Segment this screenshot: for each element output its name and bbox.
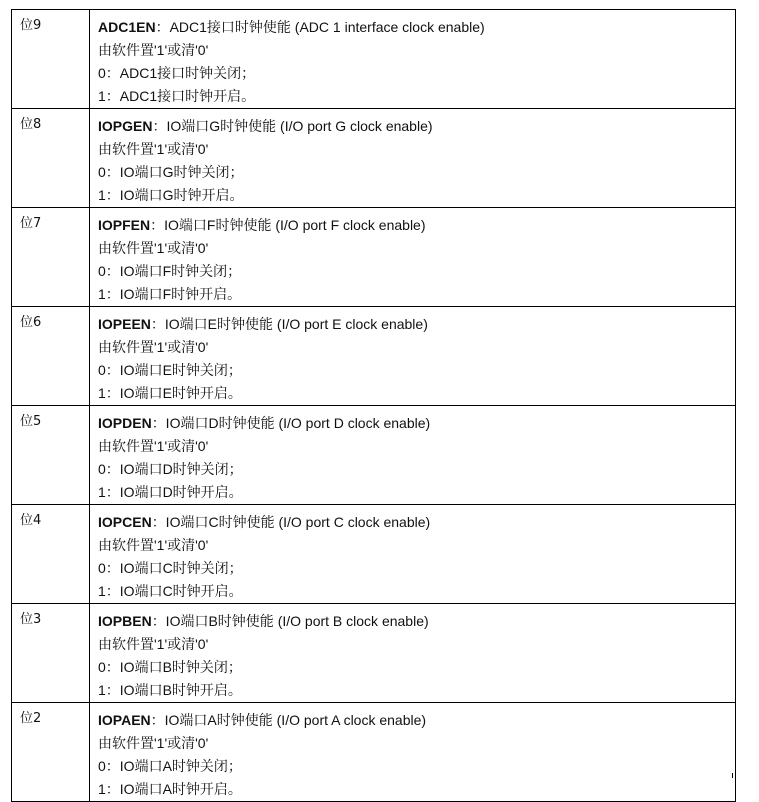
value-0-desc: 0：IO端口G时钟关闭； <box>98 164 244 180</box>
table-row <box>12 505 736 604</box>
field-title: ：IO端口C时钟使能 (I/O port C clock enable) <box>151 514 431 530</box>
field-name: IOPFEN <box>98 217 151 233</box>
field-title: ：IO端口F时钟使能 (I/O port F clock enable) <box>150 217 426 233</box>
software-note: 由软件置'1'或清'0' <box>98 735 209 751</box>
value-1-desc: 1：IO端口F时钟开启。 <box>98 286 242 302</box>
description-cell <box>90 109 736 208</box>
value-1-desc: 1：ADC1接口时钟开启。 <box>98 88 256 104</box>
value-1-desc: 1：IO端口D时钟开启。 <box>98 484 243 500</box>
table-row <box>12 406 736 505</box>
bit-cell <box>12 208 90 307</box>
table-row <box>12 208 736 307</box>
register-bit-table <box>11 9 736 802</box>
software-note: 由软件置'1'或清'0' <box>98 636 209 652</box>
field-name: IOPGEN <box>98 118 153 134</box>
field-name: ADC1EN <box>98 19 156 35</box>
field-title: ：IO端口D时钟使能 (I/O port D clock enable) <box>151 415 431 431</box>
bit-label: 位9 <box>20 18 42 33</box>
bit-cell <box>12 505 90 604</box>
field-name: IOPAEN <box>98 712 151 728</box>
bit-label: 位8 <box>20 117 42 132</box>
value-1-desc: 1：IO端口E时钟开启。 <box>98 385 242 401</box>
field-title: ：ADC1接口时钟使能 (ADC 1 interface clock enable) <box>155 19 485 35</box>
table-row <box>12 307 736 406</box>
field-title: ：IO端口G时钟使能 (I/O port G clock enable) <box>152 118 433 134</box>
field-name: IOPEEN <box>98 316 151 332</box>
software-note: 由软件置'1'或清'0' <box>98 141 209 157</box>
value-0-desc: 0：IO端口A时钟关闭； <box>98 758 242 774</box>
field-title: ：IO端口E时钟使能 (I/O port E clock enable) <box>150 316 428 332</box>
value-0-desc: 0：IO端口B时钟关闭； <box>98 659 242 675</box>
software-note: 由软件置'1'或清'0' <box>98 537 209 553</box>
field-name: IOPCEN <box>98 514 152 530</box>
description-cell <box>90 10 736 109</box>
value-1-desc: 1：IO端口C时钟开启。 <box>98 583 243 599</box>
field-title-line <box>98 709 735 732</box>
bit-cell <box>12 10 90 109</box>
field-title: ：IO端口A时钟使能 (I/O port A clock enable) <box>150 712 427 728</box>
software-note: 由软件置'1'或清'0' <box>98 240 209 256</box>
field-title-line <box>98 16 735 39</box>
value-0-desc: 0：IO端口F时钟关闭； <box>98 263 242 279</box>
bit-label: 位3 <box>20 612 42 627</box>
table-row <box>12 109 736 208</box>
bit-label: 位2 <box>20 711 42 726</box>
bit-cell <box>12 406 90 505</box>
field-name: IOPBEN <box>98 613 152 629</box>
software-note: 由软件置'1'或清'0' <box>98 42 209 58</box>
software-note: 由软件置'1'或清'0' <box>98 438 209 454</box>
software-note: 由软件置'1'或清'0' <box>98 339 209 355</box>
description-cell <box>90 406 736 505</box>
description-cell <box>90 307 736 406</box>
field-title-line <box>98 313 735 336</box>
description-cell <box>90 208 736 307</box>
value-1-desc: 1：IO端口B时钟开启。 <box>98 682 242 698</box>
table-row <box>12 703 736 802</box>
table-row <box>12 604 736 703</box>
bit-label: 位5 <box>20 414 42 429</box>
value-0-desc: 0：IO端口C时钟关闭； <box>98 560 243 576</box>
bit-cell <box>12 604 90 703</box>
field-title-line <box>98 511 735 534</box>
bit-label: 位7 <box>20 216 42 231</box>
value-0-desc: 0：IO端口D时钟关闭； <box>98 461 243 477</box>
bit-cell <box>12 307 90 406</box>
field-title-line <box>98 610 735 633</box>
field-title-line <box>98 412 735 435</box>
bit-label: 位6 <box>20 315 42 330</box>
value-1-desc: 1：IO端口G时钟开启。 <box>98 187 244 203</box>
field-title-line <box>98 115 735 138</box>
field-name: IOPDEN <box>98 415 152 431</box>
bit-cell <box>12 109 90 208</box>
bit-cell <box>12 703 90 802</box>
field-title-line <box>98 214 735 237</box>
register-description-table-container <box>11 9 733 802</box>
value-0-desc: 0：ADC1接口时钟关闭； <box>98 65 256 81</box>
description-cell <box>90 703 736 802</box>
bit-label: 位4 <box>20 513 42 528</box>
description-cell <box>90 604 736 703</box>
table-row <box>12 10 736 109</box>
column-divider <box>89 773 90 778</box>
description-cell <box>90 505 736 604</box>
field-title: ：IO端口B时钟使能 (I/O port B clock enable) <box>151 613 429 629</box>
value-1-desc: 1：IO端口A时钟开启。 <box>98 781 242 797</box>
next-row-edge <box>11 773 733 778</box>
value-0-desc: 0：IO端口E时钟关闭； <box>98 362 242 378</box>
